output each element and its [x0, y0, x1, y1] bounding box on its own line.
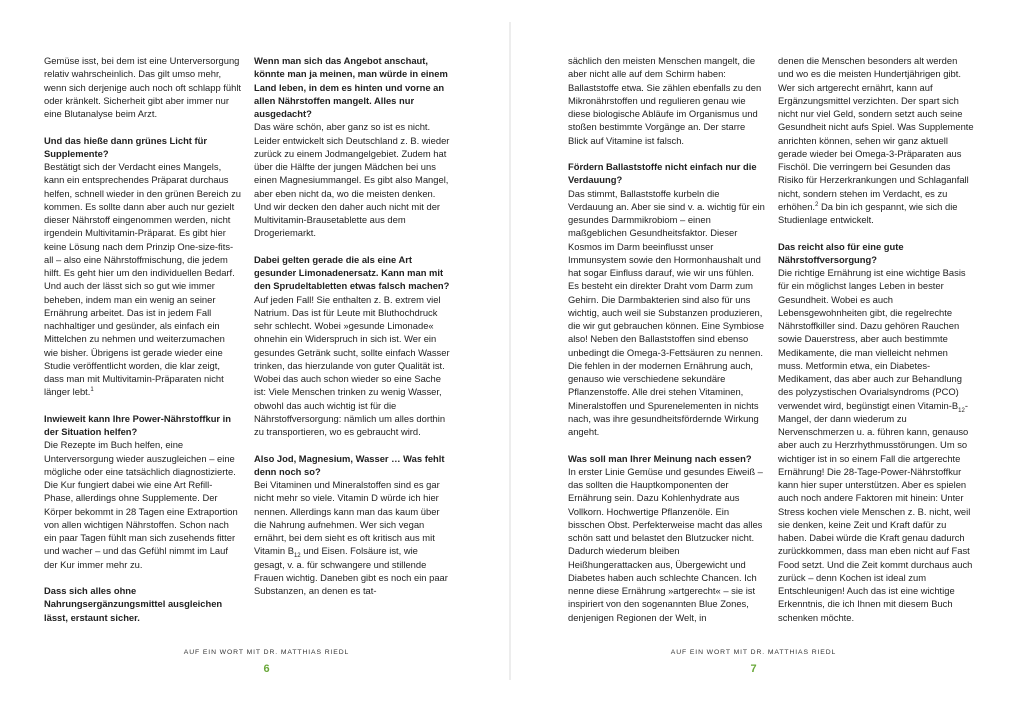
question: Was soll man Ihrer Meinung nach essen? — [568, 452, 752, 464]
left-column-2 — [254, 54, 451, 597]
paragraph: Gemüse isst, bei dem ist eine Unterversorgung relativ wahrscheinlich. Das gilt umso mehr, wenn sich derjenige auch noch oft schlapp fühlt oder kränkelt. Sicherheit gibt aber immer nur eine Blutanalyse beim Arzt. — [44, 55, 242, 119]
right-column-2 — [778, 54, 975, 624]
paragraph: Bestätigt sich der Verdacht eines Mangels, kann ein entsprechendes Präparat durchaus helfen, schnell wieder in den grünen Bereich zu kommen. Es sollte dann aber auch nur gezielt dieser Nährstoff eingenommen werden, nicht irgendein Multivitamin-Präparat. Es gibt hier keine Lösung nach dem Prinzip One-size-fits-all – also eine Nährstoffmischung, die jedem hilft. Es geht hier um den individuellen Bedarf. — [44, 161, 241, 278]
question: Dass sich alles ohne Nahrungsergänzungsmittel ausgleichen lässt, erstaunt sicher. — [44, 585, 223, 623]
paragraph-text: Die richtige Ernährung ist eine wichtige Basis für ein möglichst langes Leben in bester Gesundheit. Wobei es auch Lebensgewohnheiten gibt, die regelrechte Nährstoffkiller sind. Dazu gehören Rauchen sowie Dauerstress, aber auch bestimmte Medikamente, die man vielleicht nehmen muss. Metformin etwa, ein Diabetes-Medikament, das aber auch zur Behandlung des polyzystischen Ovarialsyndroms (PCO) verwendet wird, begünstigt einen Vitamin-B — [778, 267, 966, 411]
paragraph-text: denen die Menschen besonders alt werden und wo es die meisten Hundertjährigen gibt. Wer sich artgerecht ernährt, kann auf Ergänzungsmittel verzichten. Der spart sich nicht nur viel Geld, sondern setzt auch seine Gesundheit nicht aufs Spiel. Was Supplemente anrichten können, sehen wir ganz aktuell gerade wieder bei Omega-3-Präparaten aus Fischöl. Die verringern bei Gesunden das Risiko für Herzerkrankungen und Schlaganfall nicht, sondern stehen im Verdacht, es zu erhöhen. — [778, 55, 974, 212]
paragraph: Auf jeden Fall! Sie enthalten z. B. extrem viel Natrium. Das ist für Leute mit Bluthochdruck sehr schlecht. Wobei »gesunde Limonade« ohnehin ein Widerspruch in sich ist. Wer ein gesundes Getränk sucht, sollte einfach Wasser trinken, das hierzulande von guter Qualität ist. Wobei das auch schon wieder so eine Sache ist: Viele Menschen trinken zu wenig Wasser, obwohl das auch wichtig ist für die Nährstoffversorgung: nämlich um alles dorthin zu transportieren, wo es gebraucht wird. — [254, 293, 450, 437]
subscript: 12 — [293, 553, 301, 560]
paragraph: Die Rezepte im Buch helfen, eine Unterversorgung wieder auszugleichen – eine mögliche oder eine tatsächlich diagnostizierte. Die Kur fungiert dabei wie eine Art Refill-Phase, allerdings ohne Supplemente. Der Körper bekommt in 28 Tagen eine Extraportion von allen wichtigen Nährstoffen. Schon nach ein paar Tagen fühlt man sich zusehends fitter und wacher – und das Gefühl nimmt im Lauf der Kur immer mehr zu. — [44, 439, 238, 570]
paragraph — [254, 478, 451, 597]
question: Wenn man sich das Angebot anschaut, könnte man ja meinen, man würde in einem Land leben, in dem es hinten und vorne an allen Nährstoffen mangelt. Alles nur ausgedacht? — [254, 55, 448, 119]
left-column-1 — [44, 54, 241, 624]
paragraph — [778, 266, 975, 624]
running-footer: AUF EIN WORT MIT DR. MATTHIAS RIEDL — [670, 649, 837, 656]
question: Inwieweit kann Ihre Power-Nährstoffkur in der Situation helfen? — [44, 412, 232, 437]
page-number: 6 — [263, 663, 270, 675]
paragraph-text: -Mangel, der dann wiederum zu Nervenschmerzen u. a. führen kann, genauso aber auch zu Herzrhythmusstörungen. Um so wichtiger ist in so einem Fall die artgerechte Ernährung! Die 28-Tage-Power-Nährstoffkur kann hier super unterstützen. Aber es spielen auch noch andere Faktoren mit hinein: Unter Stress kochen viele Menschen z. B. nicht, weil sie denken, keine Zeit und Kraft dafür zu haben. Dabei würde die Kraft genau dadurch zurückkommen, dass man eben nicht auf Fast Food setzt. Und die Zeit kommt durchaus auch zurück – denn Kochen ist ideal zum Entschleunigen! Auch das ist eine wichtige Erkenntnis, die ich Ihnen mit diesem Buch schenken möchte. — [778, 399, 973, 623]
question: Das reicht also für eine gute Nährstoffversorgung? — [778, 240, 904, 265]
paragraph — [44, 279, 241, 398]
paragraph-text: Bei Vitaminen und Mineralstoffen sind es gar nicht mehr so viele. Vitamin D würde ich hier nennen. Allerdings kann man das kaum über die Nahrung aufnehmen. Wer sich vegan ernährt, bei dem sieht es oft kritisch aus mit Vitamin B — [254, 479, 440, 557]
paragraph: sächlich den meisten Menschen mangelt, die aber nicht alle auf dem Schirm haben: Ballaststoffe etwa. Sie zählen ebenfalls zu den Mikronährstoffen und regulieren genau wie diese biologische Abläufe im Organismus und stoßen bestimmte Vorgänge an. Der starre Blick auf Vitamine ist falsch. — [568, 55, 762, 146]
right-page — [511, 22, 996, 680]
running-footer: AUF EIN WORT MIT DR. MATTHIAS RIEDL — [183, 649, 350, 656]
paragraph: Das wäre schön, aber ganz so ist es nicht. Leider entwickelt sich Deutschland z. B. wieder zurück zu einem Jodmangelgebiet. Zudem hat über die Hälfte der jungen Mädchen bei uns einen Magnesiummangel. Es gibt also Mangel, aber eben nicht da, wo die meisten denken. Und wir decken den daher auch nicht mit der Multivitamin-Brausetablette aus dem Drogeriemarkt. — [254, 121, 450, 239]
right-column-1 — [568, 54, 765, 624]
paragraph-text: Da bin ich gespannt, wie sich die Studienlage entwickelt. — [778, 200, 958, 225]
paragraph: In erster Linie Gemüse und gesundes Eiweiß – das sollten die Hauptkomponenten der Ernährung sein. Dazu Kohlenhydrate aus Vollkorn. Hochwertige Pflanzenöle. Ein bisschen Obst. Perfekterweise macht das alles schön satt und belastet den Blutzucker nicht. Dadurch wiederum bleiben Heißhungerattacken aus, Übergewicht und Diabetes haben auch schlechte Chancen. Ich nenne diese Ernährung »artgerecht« – sie ist inspiriert von den sogenannten Blue Zones, denjenigen Regionen der Welt, in — [568, 465, 763, 623]
paragraph: Das stimmt, Ballaststoffe kurbeln die Verdauung an. Aber sie sind v. a. wichtig für ein gesundes Darmmikrobiom – einen maßgeblichen Gesundheitsfaktor. Dieser Kosmos im Darm beeinflusst unser Immunsystem sowie den Hormonhaushalt und hat sogar Einfluss darauf, wie wir uns fühlen. Es besteht ein direkter Draht vom Darm zum Gehirn. Die Darmbakterien sind also für uns wichtig, auch weil sie Substanzen produzieren, die wir gut gebrauchen können. Eine Symbiose also! Neben den Ballaststoffen sind ebenso unbedingt die Omega-3-Fettsäuren zu nennen. Die fehlen in der modernen Ernährung auch, genauso wie verschiedene sekundäre Pflanzenstoffe. Alle drei stehen Vitaminen, Mineralstoffen und Spurenelementen in nichts nach, was ihre gesundheitsfördernde Wirkung angeht. — [568, 187, 765, 437]
question: Dabei gelten gerade die als eine Art gesunder Limonadenersatz. Kann man mit den Sprudeltabletten etwas falsch machen? — [254, 253, 450, 292]
left-page — [24, 22, 509, 680]
paragraph-text: Und auch der lässt sich so gut wie immer beheben, indem man ein wenig an seiner Ernährung arbeitet. Das ist in jedem Fall nachhaltiger und gesünder, als einfach ein Mittelchen zu nehmen und weiterzumachen wie bisher. Übrigens ist gerade wieder eine Studie veröffentlicht worden, die klar zeigt, dass man mit Multivitamin-Präparaten nicht länger lebt. — [44, 280, 225, 398]
paragraph — [778, 54, 975, 226]
footnote-marker: 1 — [90, 387, 94, 394]
question: Und das hieße dann grünes Licht für Supplemente? — [44, 134, 208, 159]
subscript: 12 — [958, 407, 965, 414]
footnote-marker: 2 — [815, 201, 819, 208]
page-number: 7 — [750, 663, 757, 675]
paragraph-text: und Eisen. Folsäure ist, wie gesagt, v. a. für schwangere und stillende Frauen wichtig. Daneben gibt es noch ein paar Substanzen, an denen es tat- — [254, 545, 448, 596]
book-spread — [24, 22, 996, 680]
question: Also Jod, Magnesium, Wasser … Was fehlt denn noch so? — [254, 452, 445, 477]
question: Fördern Ballaststoffe nicht einfach nur die Verdauung? — [568, 161, 757, 186]
